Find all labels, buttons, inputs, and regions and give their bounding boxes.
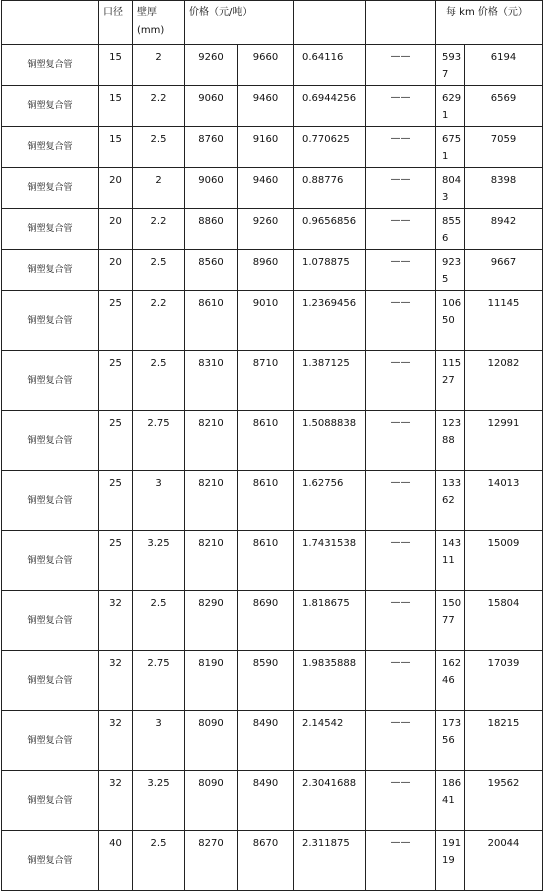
table-row: [2, 651, 543, 711]
price-low-cell: 8210: [185, 531, 238, 591]
price-low-cell: 8090: [185, 711, 238, 771]
product-name-cell: 铜塑复合管: [2, 531, 99, 591]
dash-cell: ——: [366, 591, 436, 651]
price-low-cell: 9060: [185, 168, 238, 209]
weight-cell: 1.5088838: [294, 411, 366, 471]
product-name-cell: 铜塑复合管: [2, 86, 99, 127]
price-low-cell: 8270: [185, 831, 238, 891]
price-high-cell: 8710: [238, 351, 294, 411]
table-row: [2, 711, 543, 771]
price-km-b-cell: 15804: [465, 591, 543, 651]
table-row: [2, 591, 543, 651]
price-high-cell: 8610: [238, 411, 294, 471]
diameter-cell: 25: [99, 531, 133, 591]
diameter-cell: 32: [99, 711, 133, 771]
price-low-cell: 8610: [185, 291, 238, 351]
diameter-cell: 40: [99, 831, 133, 891]
price-km-b-cell: 15009: [465, 531, 543, 591]
dash-cell: ——: [366, 291, 436, 351]
price-km-a-cell: 8556: [436, 209, 465, 250]
table-row: [2, 531, 543, 591]
product-name-cell: 铜塑复合管: [2, 411, 99, 471]
price-high-cell: 9460: [238, 86, 294, 127]
product-name-cell: 铜塑复合管: [2, 711, 99, 771]
price-km-b-cell: 9667: [465, 250, 543, 291]
diameter-cell: 20: [99, 209, 133, 250]
thickness-cell: 2.2: [133, 86, 185, 127]
price-high-cell: 8490: [238, 771, 294, 831]
price-high-cell: 8960: [238, 250, 294, 291]
table-row: [2, 127, 543, 168]
product-name-cell: 铜塑复合管: [2, 471, 99, 531]
product-name-cell: 铜塑复合管: [2, 591, 99, 651]
weight-cell: 0.9656856: [294, 209, 366, 250]
price-low-cell: 8760: [185, 127, 238, 168]
weight-cell: 1.078875: [294, 250, 366, 291]
product-name-cell: 铜塑复合管: [2, 168, 99, 209]
price-km-a-cell: 12388: [436, 411, 465, 471]
table-row: [2, 831, 543, 891]
dash-cell: ——: [366, 45, 436, 86]
diameter-cell: 15: [99, 86, 133, 127]
table-row: [2, 411, 543, 471]
price-low-cell: 8560: [185, 250, 238, 291]
thickness-cell: 2.75: [133, 411, 185, 471]
weight-cell: 1.62756: [294, 471, 366, 531]
product-name-cell: 铜塑复合管: [2, 209, 99, 250]
price-high-cell: 8690: [238, 591, 294, 651]
thickness-cell: 2.75: [133, 651, 185, 711]
product-name-cell: 铜塑复合管: [2, 291, 99, 351]
thickness-cell: 2.5: [133, 351, 185, 411]
table-row: [2, 771, 543, 831]
table-row: [2, 291, 543, 351]
price-high-cell: 8590: [238, 651, 294, 711]
price-km-a-cell: 6291: [436, 86, 465, 127]
price-km-b-cell: 6569: [465, 86, 543, 127]
product-name-cell: 铜塑复合管: [2, 771, 99, 831]
price-low-cell: 8210: [185, 471, 238, 531]
price-km-b-cell: 11145: [465, 291, 543, 351]
price-km-a-cell: 10650: [436, 291, 465, 351]
header-bi-hou-unit: (mm): [137, 25, 165, 36]
price-km-a-cell: 16246: [436, 651, 465, 711]
diameter-cell: 32: [99, 591, 133, 651]
price-high-cell: 8610: [238, 471, 294, 531]
price-table: [1, 0, 543, 891]
price-km-b-cell: 8942: [465, 209, 543, 250]
header-kou-jing: 口径: [99, 1, 133, 45]
table-row: [2, 168, 543, 209]
dash-cell: ——: [366, 250, 436, 291]
product-name-cell: 铜塑复合管: [2, 250, 99, 291]
dash-cell: ——: [366, 471, 436, 531]
table-row: [2, 209, 543, 250]
price-high-cell: 9260: [238, 209, 294, 250]
price-km-a-cell: 8043: [436, 168, 465, 209]
thickness-cell: 3: [133, 711, 185, 771]
dash-cell: ——: [366, 771, 436, 831]
header-empty: [2, 1, 99, 45]
price-km-a-cell: 18641: [436, 771, 465, 831]
thickness-cell: 2.5: [133, 831, 185, 891]
price-low-cell: 8090: [185, 771, 238, 831]
price-high-cell: 9460: [238, 168, 294, 209]
thickness-cell: 3.25: [133, 531, 185, 591]
dash-cell: ——: [366, 168, 436, 209]
weight-cell: 1.7431538: [294, 531, 366, 591]
product-name-cell: 铜塑复合管: [2, 45, 99, 86]
weight-cell: 0.6944256: [294, 86, 366, 127]
diameter-cell: 25: [99, 471, 133, 531]
price-km-a-cell: 17356: [436, 711, 465, 771]
diameter-cell: 32: [99, 651, 133, 711]
thickness-cell: 2: [133, 168, 185, 209]
price-high-cell: 8490: [238, 711, 294, 771]
price-high-cell: 8610: [238, 531, 294, 591]
weight-cell: 1.387125: [294, 351, 366, 411]
table-row: [2, 471, 543, 531]
weight-cell: 2.3041688: [294, 771, 366, 831]
thickness-cell: 2.5: [133, 591, 185, 651]
price-km-a-cell: 13362: [436, 471, 465, 531]
header-price-per-km: 每 km 价格（元）: [436, 1, 543, 45]
price-km-a-cell: 11527: [436, 351, 465, 411]
diameter-cell: 20: [99, 168, 133, 209]
table-row: [2, 86, 543, 127]
thickness-cell: 2: [133, 45, 185, 86]
diameter-cell: 20: [99, 250, 133, 291]
dash-cell: ——: [366, 86, 436, 127]
header-bi-hou: [133, 1, 185, 45]
price-km-b-cell: 8398: [465, 168, 543, 209]
diameter-cell: 15: [99, 45, 133, 86]
price-high-cell: 9160: [238, 127, 294, 168]
price-low-cell: 8210: [185, 411, 238, 471]
thickness-cell: 3: [133, 471, 185, 531]
header-empty-3: [366, 1, 436, 45]
price-km-a-cell: 5937: [436, 45, 465, 86]
table-row: [2, 45, 543, 86]
dash-cell: ——: [366, 651, 436, 711]
price-km-a-cell: 6751: [436, 127, 465, 168]
price-low-cell: 9060: [185, 86, 238, 127]
weight-cell: 0.64116: [294, 45, 366, 86]
thickness-cell: 2.2: [133, 209, 185, 250]
price-km-b-cell: 17039: [465, 651, 543, 711]
weight-cell: 1.818675: [294, 591, 366, 651]
price-high-cell: 8670: [238, 831, 294, 891]
price-low-cell: 8290: [185, 591, 238, 651]
price-km-b-cell: 12991: [465, 411, 543, 471]
diameter-cell: 32: [99, 771, 133, 831]
table-row: [2, 250, 543, 291]
price-km-b-cell: 6194: [465, 45, 543, 86]
price-high-cell: 9660: [238, 45, 294, 86]
dash-cell: ——: [366, 411, 436, 471]
weight-cell: 2.311875: [294, 831, 366, 891]
price-km-a-cell: 15077: [436, 591, 465, 651]
diameter-cell: 25: [99, 351, 133, 411]
price-low-cell: 9260: [185, 45, 238, 86]
dash-cell: ——: [366, 209, 436, 250]
dash-cell: ——: [366, 351, 436, 411]
product-name-cell: 铜塑复合管: [2, 351, 99, 411]
price-low-cell: 8860: [185, 209, 238, 250]
dash-cell: ——: [366, 531, 436, 591]
header-empty-2: [294, 1, 366, 45]
price-km-a-cell: 19119: [436, 831, 465, 891]
price-km-b-cell: 19562: [465, 771, 543, 831]
price-high-cell: 9010: [238, 291, 294, 351]
diameter-cell: 25: [99, 291, 133, 351]
weight-cell: 0.88776: [294, 168, 366, 209]
price-low-cell: 8190: [185, 651, 238, 711]
product-name-cell: 铜塑复合管: [2, 651, 99, 711]
dash-cell: ——: [366, 711, 436, 771]
price-km-a-cell: 9235: [436, 250, 465, 291]
thickness-cell: 2.2: [133, 291, 185, 351]
dash-cell: ——: [366, 831, 436, 891]
header-price-per-ton: 价格（元/吨）: [185, 1, 294, 45]
price-km-a-cell: 14311: [436, 531, 465, 591]
weight-cell: 2.14542: [294, 711, 366, 771]
dash-cell: ——: [366, 127, 436, 168]
price-km-b-cell: 18215: [465, 711, 543, 771]
weight-cell: 1.9835888: [294, 651, 366, 711]
thickness-cell: 2.5: [133, 127, 185, 168]
price-km-b-cell: 14013: [465, 471, 543, 531]
header-row: [2, 1, 543, 45]
weight-cell: 1.2369456: [294, 291, 366, 351]
thickness-cell: 2.5: [133, 250, 185, 291]
weight-cell: 0.770625: [294, 127, 366, 168]
diameter-cell: 15: [99, 127, 133, 168]
header-bi-hou-label: 壁厚: [137, 7, 157, 18]
thickness-cell: 3.25: [133, 771, 185, 831]
product-name-cell: 铜塑复合管: [2, 831, 99, 891]
price-low-cell: 8310: [185, 351, 238, 411]
table-row: [2, 351, 543, 411]
price-km-b-cell: 12082: [465, 351, 543, 411]
price-km-b-cell: 20044: [465, 831, 543, 891]
product-name-cell: 铜塑复合管: [2, 127, 99, 168]
diameter-cell: 25: [99, 411, 133, 471]
price-km-b-cell: 7059: [465, 127, 543, 168]
